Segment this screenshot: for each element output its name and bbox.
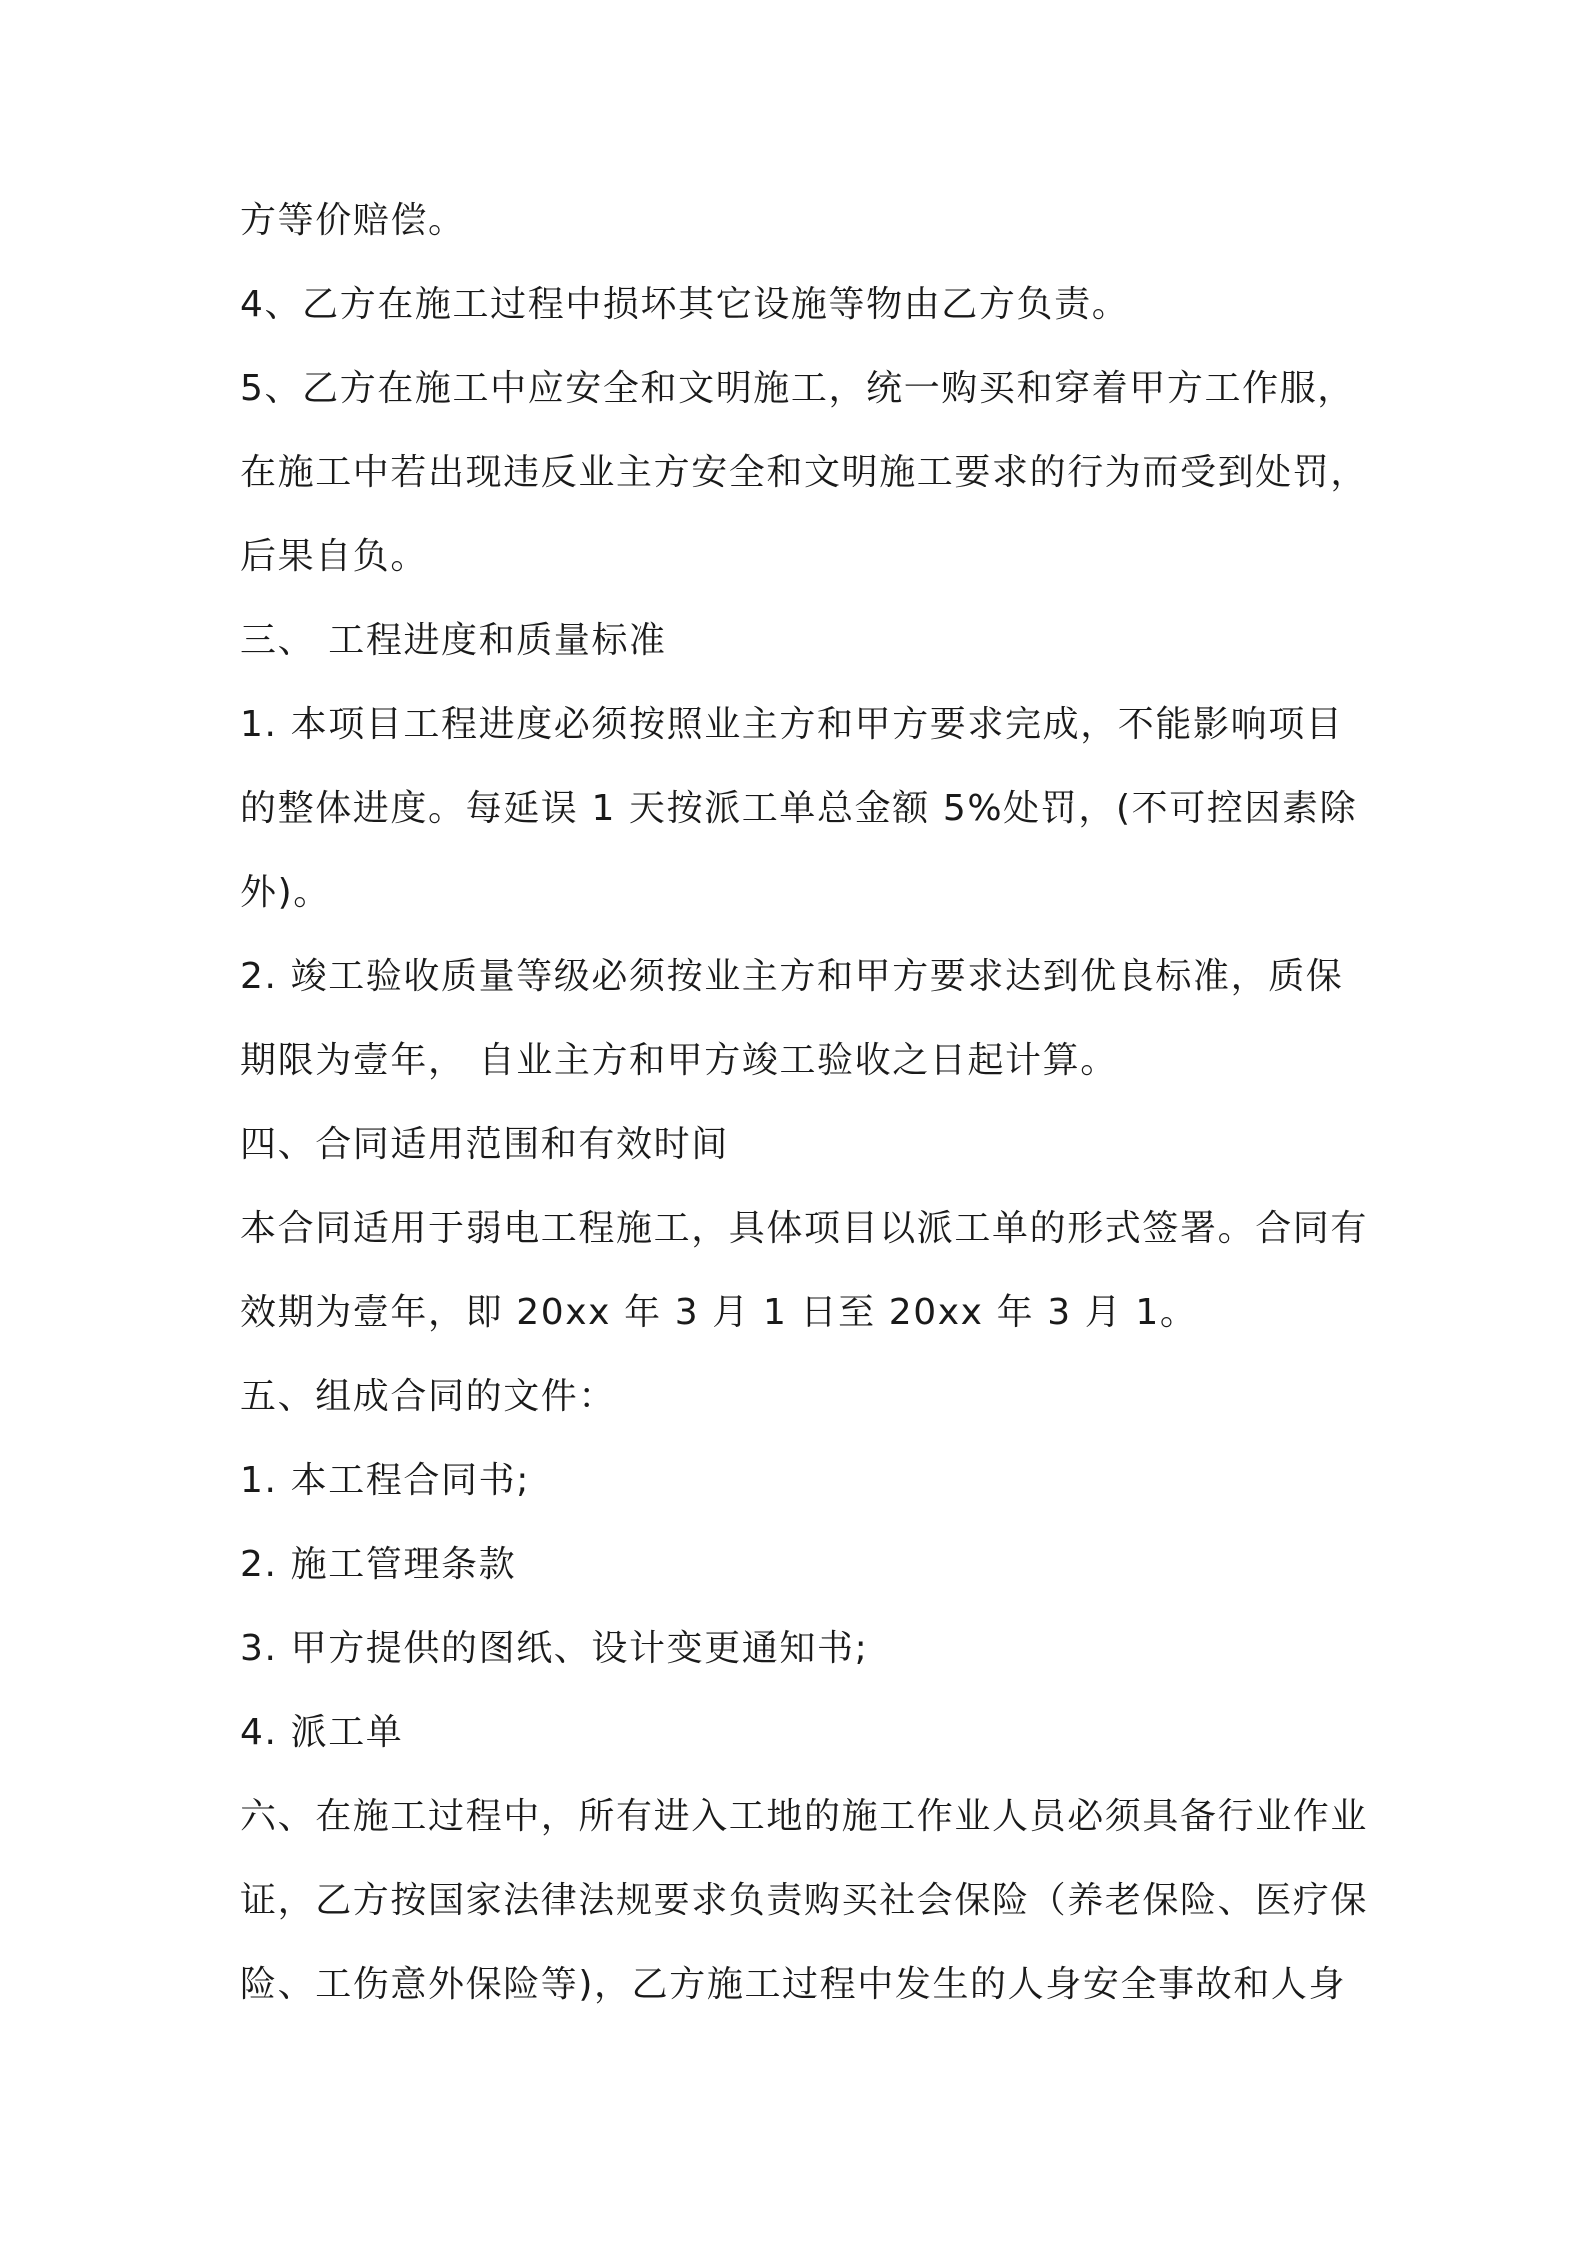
text-line-3: 5、乙方在施工中应安全和文明施工，统一购买和穿着甲方工作服，: [240, 368, 1355, 409]
text-line-20: 六、在施工过程中，所有进入工地的施工作业人员必须具备行业作业: [240, 1796, 1369, 1837]
text-line-2: 4、乙方在施工过程中损坏其它设施等物由乙方负责。: [240, 284, 1130, 325]
text-line-11: 期限为壹年， 自业主方和甲方竣工验收之日起计算。: [240, 1040, 1118, 1081]
text-line-14: 效期为壹年，即 20xx 年 3 月 1 日至 20xx 年 3 月 1。: [240, 1292, 1198, 1333]
list-item-2: 2. 施工管理条款: [240, 1544, 517, 1585]
text-line-8: 的整体进度。每延误 1 天按派工单总金额 5%处罚，(不可控因素除: [240, 788, 1358, 829]
text-line-9: 外)。: [240, 872, 331, 913]
text-line-22: 险、工伤意外保险等)，乙方施工过程中发生的人身安全事故和人身: [240, 1964, 1347, 2005]
list-item-3: 3. 甲方提供的图纸、设计变更通知书;: [240, 1628, 869, 1669]
text-line-1: 方等价赔偿。: [240, 200, 466, 241]
text-line-10: 2. 竣工验收质量等级必须按业主方和甲方要求达到优良标准，质保: [240, 956, 1344, 997]
text-line-13: 本合同适用于弱电工程施工，具体项目以派工单的形式签署。合同有: [240, 1208, 1369, 1249]
list-item-1: 1. 本工程合同书;: [240, 1460, 530, 1501]
section-heading-5: 五、组成合同的文件：: [240, 1376, 617, 1417]
text-line-5: 后果自负。: [240, 536, 429, 577]
list-item-4: 4. 派工单: [240, 1712, 404, 1753]
text-line-4: 在施工中若出现违反业主方安全和文明施工要求的行为而受到处罚，: [240, 452, 1369, 493]
text-line-21: 证，乙方按国家法律法规要求负责购买社会保险（养老保险、医疗保: [240, 1880, 1369, 1921]
text-line-7: 1. 本项目工程进度必须按照业主方和甲方要求完成，不能影响项目: [240, 704, 1344, 745]
section-heading-4: 四、合同适用范围和有效时间: [240, 1124, 729, 1165]
section-heading-3: 三、 工程进度和质量标准: [240, 620, 667, 661]
